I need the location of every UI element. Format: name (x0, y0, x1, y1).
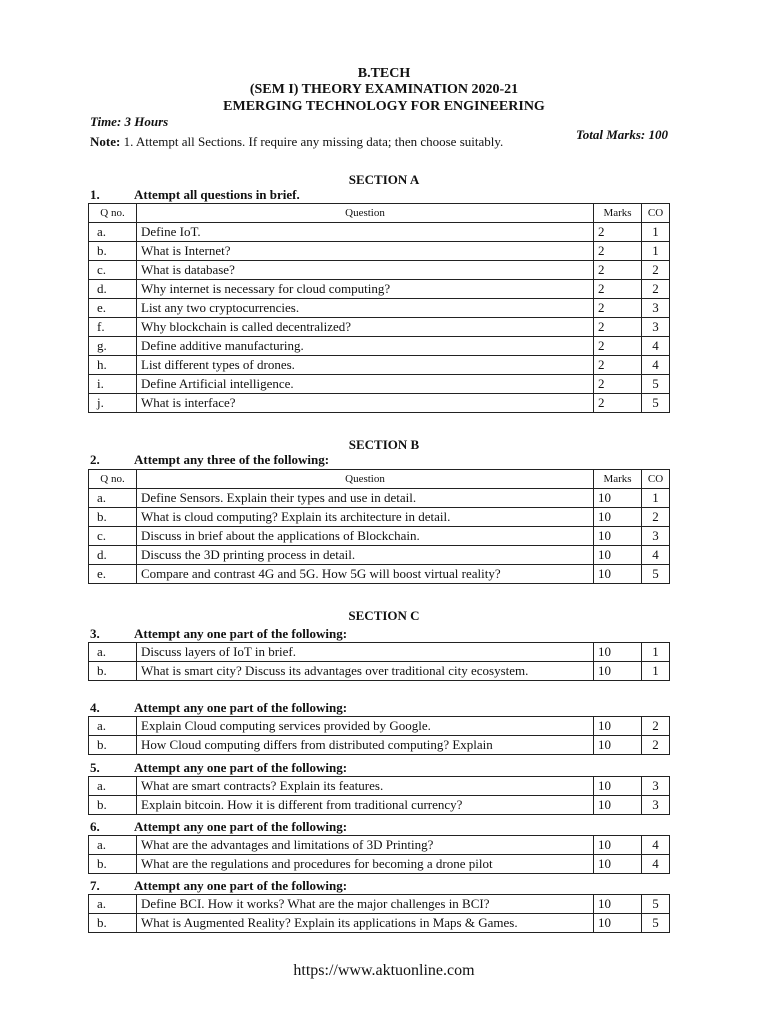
section-c-question-4 (90, 700, 347, 716)
marks-cell: 10 (594, 643, 642, 662)
question-text: What are the advantages and limitations of 3D Printing? (137, 836, 594, 855)
question-text: Define Artificial intelligence. (137, 375, 594, 394)
section-c-title: SECTION C (348, 608, 420, 623)
section-a-instruction (90, 187, 300, 203)
marks-cell: 10 (594, 836, 642, 855)
question-label: b. (89, 914, 137, 933)
question-text: Discuss layers of IoT in brief. (137, 643, 594, 662)
question-text: What is database? (137, 261, 594, 280)
marks-cell: 2 (594, 375, 642, 394)
question-label: a. (89, 836, 137, 855)
table-row (89, 643, 670, 662)
col-marks: Marks (594, 470, 642, 489)
section-c-table (88, 894, 670, 933)
section-c-question-6 (90, 819, 347, 835)
instruction-text: Attempt any one part of the following: (134, 760, 348, 775)
marks-cell: 10 (594, 546, 642, 565)
instruction-text: Attempt any one part of the following: (134, 626, 348, 641)
section-c-table (88, 776, 670, 815)
col-question: Question (137, 204, 594, 223)
marks-cell: 10 (594, 914, 642, 933)
question-number: 5. (90, 760, 100, 775)
question-label: i. (89, 375, 137, 394)
question-number: 2. (90, 452, 100, 467)
table-header-row (89, 470, 670, 489)
marks-cell: 2 (594, 242, 642, 261)
question-label: a. (89, 223, 137, 242)
marks-cell: 2 (594, 299, 642, 318)
table-row (89, 855, 670, 874)
instruction-text: Attempt any one part of the following: (134, 819, 348, 834)
table-header-row (89, 204, 670, 223)
table-row (89, 375, 670, 394)
table-row (89, 777, 670, 796)
table-row (89, 546, 670, 565)
co-cell: 3 (642, 777, 670, 796)
question-label: a. (89, 643, 137, 662)
co-cell: 4 (642, 836, 670, 855)
question-number: 1. (90, 187, 100, 202)
table-row (89, 223, 670, 242)
time-label: Time: 3 Hours (90, 114, 169, 129)
footer-url: https://www.aktuonline.com (293, 962, 475, 979)
question-text: Why blockchain is called decentralized? (137, 318, 594, 337)
marks-cell: 10 (594, 855, 642, 874)
question-text: What is interface? (137, 394, 594, 413)
co-cell: 3 (642, 796, 670, 815)
total-marks-label: Total Marks: 100 (576, 127, 668, 142)
table-row (89, 261, 670, 280)
section-a-table (88, 203, 670, 413)
co-cell: 4 (642, 546, 670, 565)
table-row (89, 489, 670, 508)
co-cell: 3 (642, 527, 670, 546)
marks-cell: 10 (594, 527, 642, 546)
table-row (89, 717, 670, 736)
question-number: 3. (90, 626, 100, 641)
marks-cell: 2 (594, 337, 642, 356)
question-label: a. (89, 489, 137, 508)
question-text: What is smart city? Discuss its advantages over traditional city ecosystem. (137, 662, 594, 681)
question-label: d. (89, 280, 137, 299)
table-row (89, 836, 670, 855)
table-row (89, 318, 670, 337)
subject-title: EMERGING TECHNOLOGY FOR ENGINEERING (223, 99, 545, 114)
question-label: e. (89, 565, 137, 584)
co-cell: 5 (642, 565, 670, 584)
question-text: Why internet is necessary for cloud computing? (137, 280, 594, 299)
section-b-table (88, 469, 670, 584)
question-label: g. (89, 337, 137, 356)
section-c-question-5 (90, 760, 347, 776)
marks-cell: 10 (594, 565, 642, 584)
co-cell: 5 (642, 895, 670, 914)
question-label: b. (89, 508, 137, 527)
table-row (89, 527, 670, 546)
table-row (89, 796, 670, 815)
co-cell: 2 (642, 717, 670, 736)
co-cell: 5 (642, 375, 670, 394)
question-number: 4. (90, 700, 100, 715)
marks-cell: 10 (594, 662, 642, 681)
exam-title: (SEM I) THEORY EXAMINATION 2020-21 (249, 82, 519, 97)
col-co: CO (642, 204, 670, 223)
question-text: Explain Cloud computing services provided by Google. (137, 717, 594, 736)
note-label: Note: (90, 134, 121, 149)
marks-cell: 10 (594, 777, 642, 796)
question-text: List different types of drones. (137, 356, 594, 375)
col-qno: Q no. (89, 204, 137, 223)
instruction-text: Attempt all questions in brief. (134, 187, 300, 202)
question-text: What is Augmented Reality? Explain its applications in Maps & Games. (137, 914, 594, 933)
table-row (89, 662, 670, 681)
marks-cell: 2 (594, 280, 642, 299)
question-number: 6. (90, 819, 100, 834)
co-cell: 2 (642, 508, 670, 527)
question-text: What are the regulations and procedures for becoming a drone pilot (137, 855, 594, 874)
marks-cell: 10 (594, 508, 642, 527)
co-cell: 2 (642, 261, 670, 280)
table-row (89, 280, 670, 299)
marks-cell: 10 (594, 736, 642, 755)
table-row (89, 356, 670, 375)
co-cell: 1 (642, 489, 670, 508)
question-label: c. (89, 527, 137, 546)
col-question: Question (137, 470, 594, 489)
question-label: e. (89, 299, 137, 318)
section-c-table (88, 642, 670, 681)
marks-cell: 2 (594, 356, 642, 375)
marks-cell: 2 (594, 223, 642, 242)
table-row (89, 242, 670, 261)
section-b-title: SECTION B (348, 437, 420, 452)
table-row (89, 337, 670, 356)
question-label: a. (89, 717, 137, 736)
co-cell: 4 (642, 356, 670, 375)
question-label: b. (89, 855, 137, 874)
table-row (89, 736, 670, 755)
question-text: Define IoT. (137, 223, 594, 242)
instruction-text: Attempt any one part of the following: (134, 700, 348, 715)
marks-cell: 10 (594, 895, 642, 914)
program-title: B.TECH (357, 66, 411, 81)
question-text: What is cloud computing? Explain its architecture in detail. (137, 508, 594, 527)
note (90, 134, 503, 150)
note-text: 1. Attempt all Sections. If require any missing data; then choose suitably. (123, 134, 504, 149)
table-row (89, 508, 670, 527)
co-cell: 1 (642, 242, 670, 261)
question-label: b. (89, 242, 137, 261)
co-cell: 5 (642, 394, 670, 413)
marks-cell: 10 (594, 489, 642, 508)
question-label: c. (89, 261, 137, 280)
question-label: b. (89, 796, 137, 815)
co-cell: 3 (642, 299, 670, 318)
question-label: d. (89, 546, 137, 565)
table-row (89, 299, 670, 318)
question-text: List any two cryptocurrencies. (137, 299, 594, 318)
section-c-question-7 (90, 878, 347, 894)
question-text: How Cloud computing differs from distributed computing? Explain (137, 736, 594, 755)
question-text: Compare and contrast 4G and 5G. How 5G will boost virtual reality? (137, 565, 594, 584)
marks-cell: 2 (594, 318, 642, 337)
table-row (89, 895, 670, 914)
question-label: f. (89, 318, 137, 337)
question-number: 7. (90, 878, 100, 893)
question-text: Discuss in brief about the applications of Blockchain. (137, 527, 594, 546)
section-c-table (88, 716, 670, 755)
question-text: What are smart contracts? Explain its features. (137, 777, 594, 796)
question-text: Define Sensors. Explain their types and use in detail. (137, 489, 594, 508)
table-row (89, 394, 670, 413)
col-qno: Q no. (89, 470, 137, 489)
question-label: a. (89, 895, 137, 914)
col-co: CO (642, 470, 670, 489)
question-label: b. (89, 736, 137, 755)
col-marks: Marks (594, 204, 642, 223)
co-cell: 2 (642, 280, 670, 299)
question-label: h. (89, 356, 137, 375)
co-cell: 5 (642, 914, 670, 933)
question-label: a. (89, 777, 137, 796)
co-cell: 1 (642, 662, 670, 681)
question-text: Define BCI. How it works? What are the major challenges in BCI? (137, 895, 594, 914)
co-cell: 4 (642, 855, 670, 874)
marks-cell: 10 (594, 796, 642, 815)
question-text: Explain bitcoin. How it is different from traditional currency? (137, 796, 594, 815)
marks-cell: 2 (594, 261, 642, 280)
section-a-title: SECTION A (348, 172, 420, 187)
co-cell: 4 (642, 337, 670, 356)
marks-cell: 2 (594, 394, 642, 413)
question-text: What is Internet? (137, 242, 594, 261)
co-cell: 3 (642, 318, 670, 337)
marks-cell: 10 (594, 717, 642, 736)
instruction-text: Attempt any three of the following: (134, 452, 330, 467)
question-label: j. (89, 394, 137, 413)
co-cell: 1 (642, 643, 670, 662)
section-b-instruction (90, 452, 329, 468)
section-c-question-3 (90, 626, 347, 642)
question-text: Discuss the 3D printing process in detail. (137, 546, 594, 565)
table-row (89, 565, 670, 584)
co-cell: 2 (642, 736, 670, 755)
instruction-text: Attempt any one part of the following: (134, 878, 348, 893)
table-row (89, 914, 670, 933)
question-label: b. (89, 662, 137, 681)
co-cell: 1 (642, 223, 670, 242)
section-c-table (88, 835, 670, 874)
question-text: Define additive manufacturing. (137, 337, 594, 356)
